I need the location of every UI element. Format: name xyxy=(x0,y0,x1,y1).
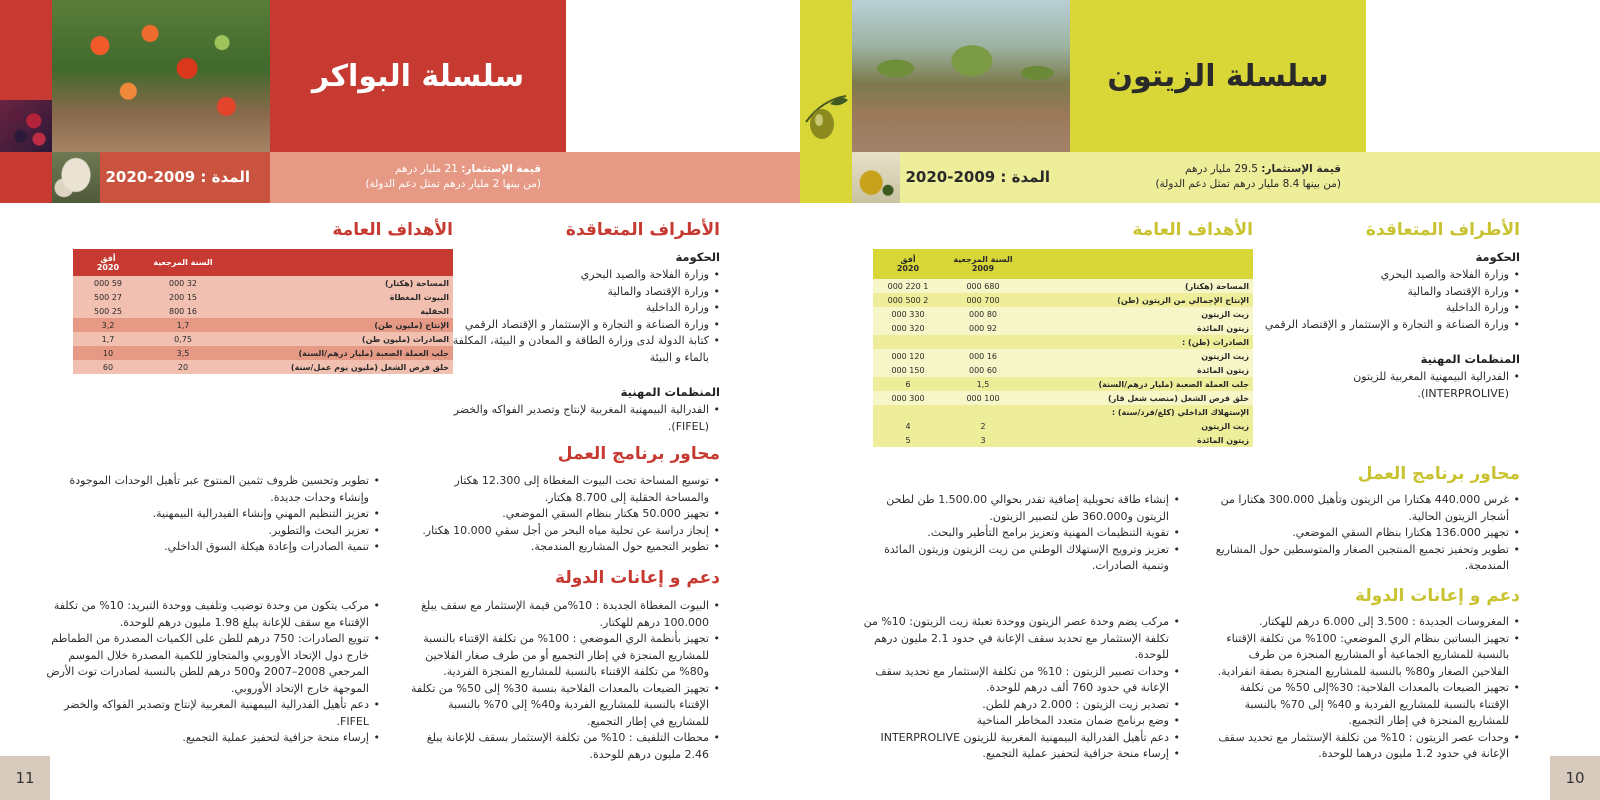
row-ref: 16 800 xyxy=(168,306,197,316)
olive-branch-icon xyxy=(800,0,852,152)
yellow-block xyxy=(800,0,852,152)
list-item: • وزارة الإقتصاد والمالية xyxy=(1260,284,1520,301)
col-ref-year: 2009 xyxy=(971,264,995,273)
row-label: الإستهلاك الداخلي (كلغ/فرد/سنة) : xyxy=(1111,407,1249,417)
support-heading: دعم و إعانات الدولة xyxy=(555,568,720,588)
list-item: • مركب يتكون من وحدة توضيب وتلفيف ووحدة التبريد: 10% من تكلفة الإقتناء مع سقف للإعانة يبلغ 1.98 مليون درهم للوحدة. xyxy=(40,598,380,631)
list-item: • تجهيز 50.000 هكتار بنظام السقي الموضعي. xyxy=(410,506,720,523)
row-ref: 32 000 xyxy=(168,278,197,288)
table-row xyxy=(873,279,1253,293)
support-list-left xyxy=(860,614,1180,763)
table-row xyxy=(873,419,1253,433)
row-label: المساحة (هكتار) xyxy=(384,278,449,288)
row-ref: 100 000 xyxy=(966,393,1000,403)
list-item: • إنشاء طاقة تحويلية إضافية تقدر بحوالي 1.500.00 طن لطحن الزيتون و360.000 طن لتصبير الزيتون. xyxy=(860,492,1180,525)
table-row xyxy=(73,346,453,360)
row-target: 5 xyxy=(905,435,911,445)
row-target: 120 000 xyxy=(891,351,925,361)
row-ref: 0,75 xyxy=(174,334,192,344)
table-row xyxy=(873,363,1253,377)
list-item: • تجهيز بأنظمة الري الموضعي : 100% من تكلفة الإقتناء بالنسبة للمشاريع المنجزة في إطار التجميع أو من طرف صغار الفلاحين و80% من تكلفة الإقتناء بالنسبة للمشاريع المنجزة الفردية. xyxy=(410,631,720,681)
list-item: • تجهيز 136.000 هكتارا بنظام السقي الموضعي. xyxy=(1210,525,1520,542)
row-label: زيت الزيتون xyxy=(1201,309,1249,319)
list-item: • وضع برنامج ضمان متعدد المخاطر المناخية xyxy=(860,713,1180,730)
table-row xyxy=(73,318,453,332)
row-label: جلب العملة الصعبة (مليار درهم/السنة) xyxy=(1098,379,1249,389)
program-list-right xyxy=(410,473,720,556)
government-list xyxy=(1260,267,1520,333)
list-item: • وحدات عصر الزيتون : 10% من تكلفة الإستثمار مع تحديد سقف الإعانة في حدود 1.2 مليون درهما للوحدة. xyxy=(1210,730,1520,763)
row-target xyxy=(873,405,943,419)
list-item: • الفدرالية البيمهنية المغربية للزيتون (INTERPROLIVE). xyxy=(1290,369,1520,402)
row-label: الإنتاج (مليون طن) xyxy=(374,320,449,330)
list-item: • تعزيز التنظيم المهني وإنشاء الفيدرالية البيمهنية. xyxy=(40,506,380,523)
list-item: • تجهيز الضيعات بالمعدات الفلاحية بنسبة 30% إلى 50% من تكلفة الإقتناء بالنسبة للمشاريع الفردية و40% إلى 70% بالنسبة للمشاريع في إطار التجميع. xyxy=(410,681,720,731)
olive-tree-photo xyxy=(852,0,1070,152)
table-row xyxy=(873,307,1253,321)
row-label: زيتون المائدة xyxy=(1197,435,1249,445)
list-item: • تجهيز الضيعات بالمعدات الفلاحية: 30%إلى 50% من تكلفة الإقتناء بالنسبة للمشاريع الفردية و 40% إلى 70% بالنسبة للمشاريع المنجزة في إطار التجميع. xyxy=(1210,680,1520,730)
program-list-left xyxy=(40,473,380,556)
row-label: زيتون المائدة xyxy=(1197,323,1249,333)
table-row xyxy=(873,335,1253,349)
investment-band xyxy=(270,152,800,203)
row-ref: 3 xyxy=(980,435,986,445)
org-list xyxy=(450,402,720,435)
row-label: الحقلية xyxy=(420,306,449,316)
investment-band xyxy=(1070,152,1600,203)
right-page xyxy=(800,0,1600,800)
list-item: • تطوير التجميع حول المشاريع المندمجة. xyxy=(410,539,720,556)
row-ref: 1,5 xyxy=(976,379,990,389)
list-item: • تصدير زيت الزيتون : 2.000 درهم للطن. xyxy=(860,697,1180,714)
list-item: • دعم تأهيل الفدرالية البيمهنية المغربية لإنتاج وتصدير الفواكه والخضر FIFEL. xyxy=(40,697,380,730)
row-label: خلق فرص الشغل (مليون يوم عمل/سنة) xyxy=(290,362,449,372)
page-title: سلسلة الزيتون xyxy=(1107,58,1329,94)
org-list xyxy=(1290,369,1520,402)
list-item: • توسيع المساحة تحت البيوت المغطاة إلى 12.300 هكتار والمساحة الحقلية إلى 8.700 هكتار. xyxy=(410,473,720,506)
table-row xyxy=(73,276,453,290)
row-target: 27 500 xyxy=(93,292,122,302)
row-label: المساحة (هكتار) xyxy=(1184,281,1249,291)
investment-note: (من بينها 8.4 مليار درهم تمثل دعم الدولة) xyxy=(1155,178,1341,190)
investment-label: قيمة الإستثمار: xyxy=(461,163,541,175)
table-row xyxy=(73,290,453,304)
row-target: 300 000 xyxy=(891,393,925,403)
row-target: 2 500 000 xyxy=(887,295,929,305)
olive-oil-photo xyxy=(852,152,900,203)
table-row xyxy=(873,391,1253,405)
row-target: 4 xyxy=(905,421,911,431)
row-target: 3,2 xyxy=(101,320,115,330)
row-ref: 700 000 xyxy=(966,295,1000,305)
list-item: • إرساء منحة جزافية لتحفيز عملية التجميع. xyxy=(40,730,380,747)
list-item: • البيوت المغطاة الجديدة : 10%من قيمة الإستثمار مع سقف يبلغ 100.000 درهم للهكتار. xyxy=(410,598,720,631)
objectives-table xyxy=(73,249,453,374)
row-label: الصادرات (مليون طن) xyxy=(361,334,449,344)
objectives-table xyxy=(873,249,1253,447)
row-target: 25 500 xyxy=(93,306,122,316)
row-target xyxy=(873,335,943,349)
list-item: • وزارة الإقتصاد والمالية xyxy=(450,284,720,301)
org-label: المنظمات المهنية xyxy=(1420,352,1520,366)
investment-value: 29.5 مليار درهم xyxy=(1185,163,1258,175)
list-item: • وزارة الداخلية xyxy=(1260,300,1520,317)
table-row xyxy=(873,349,1253,363)
red-block xyxy=(0,0,52,100)
list-item: • دعم تأهيل الفدرالية البيمهنية المغربية للزيتون INTERPROLIVE xyxy=(860,730,1180,747)
list-item: • غرس 440.000 هكتارا من الزيتون وتأهيل 300.000 هكتارا من أشجار الزيتون الحالية. xyxy=(1210,492,1520,525)
row-target: 60 xyxy=(102,362,114,372)
col-ref: السنة المرجعية xyxy=(953,255,1013,264)
list-item: • كتابة الدولة لدى وزارة الطاقة و المعادن و البيئة، المكلفة بالماء و البيئة xyxy=(450,333,720,366)
row-ref: 15 200 xyxy=(168,292,197,302)
table-row xyxy=(73,360,453,374)
investment-info xyxy=(365,162,541,192)
white-block xyxy=(1366,0,1600,152)
list-item: • محطات التلفيف : 10% من تكلفة الإستثمار بسقف للإعانة يبلغ 2.46 مليون درهم للوحدة. xyxy=(410,730,720,763)
government-label: الحكومة xyxy=(675,250,720,264)
parties-heading: الأطراف المتعاقدة xyxy=(565,220,720,240)
red-block xyxy=(0,152,52,203)
government-list xyxy=(450,267,720,366)
col-horizon-year: 2020 xyxy=(96,262,120,272)
table-header xyxy=(873,249,1253,279)
col-ref: السنة المرجعية xyxy=(153,258,213,267)
objectives-heading: الأهداف العامة xyxy=(332,220,453,240)
list-item: • وزارة الصناعة و التجارة و الإستثمار و الإقتصاد الرقمي xyxy=(450,317,720,334)
support-heading: دعم و إعانات الدولة xyxy=(1355,586,1520,606)
program-heading: محاور برنامج العمل xyxy=(557,444,720,464)
col-horizon: أفق xyxy=(100,253,116,263)
yellow-block xyxy=(800,152,852,203)
row-target: 10 xyxy=(102,348,114,358)
col-horizon-year: 2020 xyxy=(896,264,920,273)
objectives-heading: الأهداف العامة xyxy=(1132,220,1253,240)
row-ref xyxy=(943,405,1023,419)
list-item: • وزارة الفلاحة والصيد البحري xyxy=(1260,267,1520,284)
list-item: • تعزيز وترويج الإستهلاك الوطني من زيت الزيتون وزيتون المائدة وتنمية الصادرات. xyxy=(860,542,1180,575)
page-number: 11 xyxy=(0,756,50,800)
row-label: البيوت المغطاة xyxy=(389,292,449,302)
investment-value: 21 مليار درهم xyxy=(395,163,458,175)
investment-note: (من بينها 2 مليار درهم تمثل دعم الدولة) xyxy=(365,178,541,190)
list-item: • تنويع الصادرات: 750 درهم للطن على الكميات المصدرة من الطماطم خارج دول الإتحاد الأوروبي والمتجاوز للكمية المصدرة خلال الموسم المرجعي 2008–2007 و500 درهم للطن بالنسبة لصادرات توت الأرض الموجهة خارج الإتحاد الأوروبي. xyxy=(40,631,380,697)
list-item: • مركب يضم وحدة عصر الزيتون ووحدة تعبئة زيت الزيتون: 10% من تكلفة الإستثمار مع تحديد سقف الإعانة في حدود 2.1 مليون درهم للوحدة. xyxy=(860,614,1180,664)
list-item: • تجهيز البساتين بنظام الري الموضعي: 100% من تكلفة الإقتناء بالنسبة للمشاريع الجماعية أو المشاريع المنجزة من طرف الفلاحين الصغار و80% بالنسبة للمشاريع المنجزة بصفة انفرادية. xyxy=(1210,631,1520,681)
list-item: • إرساء منحة جزافية لتحفيز عملية التجميع. xyxy=(860,746,1180,763)
support-list-right xyxy=(410,598,720,763)
row-label: الصادرات (طن) : xyxy=(1182,337,1249,347)
page-title: سلسلة البواكر xyxy=(311,58,525,94)
row-target: 59 000 xyxy=(93,278,122,288)
list-item: • وزارة الصناعة و التجارة و الإستثمار و الإقتصاد الرقمي xyxy=(1260,317,1520,334)
row-target: 150 000 xyxy=(891,365,925,375)
row-ref: 16 000 xyxy=(968,351,997,361)
berries-photo xyxy=(0,100,52,152)
col-horizon: أفق xyxy=(900,255,916,264)
row-ref xyxy=(943,335,1023,349)
row-target: 320 000 xyxy=(891,323,925,333)
table-header xyxy=(73,249,453,276)
support-list-right xyxy=(1210,614,1520,763)
row-label: الإنتاج الإجمالي من الزيتون (طن) xyxy=(1117,295,1249,305)
duration: المدة : 2009-2020 xyxy=(105,168,250,186)
list-item: • وزارة الداخلية xyxy=(450,300,720,317)
government-label: الحكومة xyxy=(1475,250,1520,264)
row-label: زيتون المائدة xyxy=(1197,365,1249,375)
row-ref: 92 000 xyxy=(968,323,997,333)
row-label: جلب العملة الصعبة (مليار درهم/السنة) xyxy=(298,348,449,358)
row-ref: 680 000 xyxy=(966,281,1000,291)
table-row xyxy=(73,332,453,346)
list-item: • إنجاز دراسة عن تحلية مياه البحر من أجل سقي 10.000 هكتار. xyxy=(410,523,720,540)
page-number: 10 xyxy=(1550,756,1600,800)
duration: المدة : 2009-2020 xyxy=(905,168,1050,186)
row-ref: 1,7 xyxy=(176,320,190,330)
list-item: • تعزيز البحث والتطوير. xyxy=(40,523,380,540)
list-item: • تطوير وتحسين ظروف تثمين المنتوج عبر تأهيل الوحدات الموجودة وإنشاء وحدات جديدة. xyxy=(40,473,380,506)
table-row xyxy=(873,321,1253,335)
list-item: • وحدات تصبير الزيتون : 10% من تكلفة الإستثمار مع تحديد سقف الإعانة في حدود 760 ألف درهم للوحدة. xyxy=(860,664,1180,697)
list-item: • تطوير وتحفيز تجميع المنتجين الصغار والمتوسطين حول المشاريع المندمجة. xyxy=(1210,542,1520,575)
list-item: • تنمية الصادرات وإعادة هيكلة السوق الداخلي. xyxy=(40,539,380,556)
program-list-right xyxy=(1210,492,1520,575)
investment-info xyxy=(1155,162,1341,192)
tomato-photo xyxy=(52,0,270,152)
table-row xyxy=(873,377,1253,391)
row-target: 1,7 xyxy=(101,334,115,344)
table-row xyxy=(873,293,1253,307)
table-row xyxy=(873,405,1253,419)
investment-label: قيمة الإستثمار: xyxy=(1261,163,1341,175)
mushroom-photo xyxy=(52,152,100,203)
row-ref: 2 xyxy=(980,421,986,431)
title-band xyxy=(270,0,566,152)
table-row xyxy=(873,433,1253,447)
parties-heading: الأطراف المتعاقدة xyxy=(1365,220,1520,240)
row-label: خلق فرص الشغل (منصب شغل قار) xyxy=(1108,393,1249,403)
org-label: المنظمات المهنية xyxy=(620,385,720,399)
row-label: زيت الزيتون xyxy=(1201,351,1249,361)
table-row xyxy=(73,304,453,318)
duration-band xyxy=(100,152,270,203)
duration-band xyxy=(900,152,1070,203)
row-ref: 60 000 xyxy=(968,365,997,375)
row-label: زيت الزيتون xyxy=(1201,421,1249,431)
list-item: • المغروسات الجديدة : 3.500 إلى 6.000 درهم للهكتار. xyxy=(1210,614,1520,631)
list-item: • وزارة الفلاحة والصيد البحري xyxy=(450,267,720,284)
support-list-left xyxy=(40,598,380,747)
row-ref: 3,5 xyxy=(176,348,190,358)
row-target: 1 220 000 xyxy=(887,281,929,291)
list-item: • تقوية التنظيمات المهنية وتعزيز برامج التأطير والبحث. xyxy=(860,525,1180,542)
row-ref: 20 xyxy=(177,362,189,372)
row-target: 6 xyxy=(905,379,911,389)
program-list-left xyxy=(860,492,1180,575)
row-target: 330 000 xyxy=(891,309,925,319)
title-band xyxy=(1070,0,1366,152)
list-item: • الفدرالية البيمهنية المغربية لإنتاج وتصدير الفواكه والخضر (FIFEL). xyxy=(450,402,720,435)
row-ref: 80 000 xyxy=(968,309,997,319)
program-heading: محاور برنامج العمل xyxy=(1357,464,1520,484)
